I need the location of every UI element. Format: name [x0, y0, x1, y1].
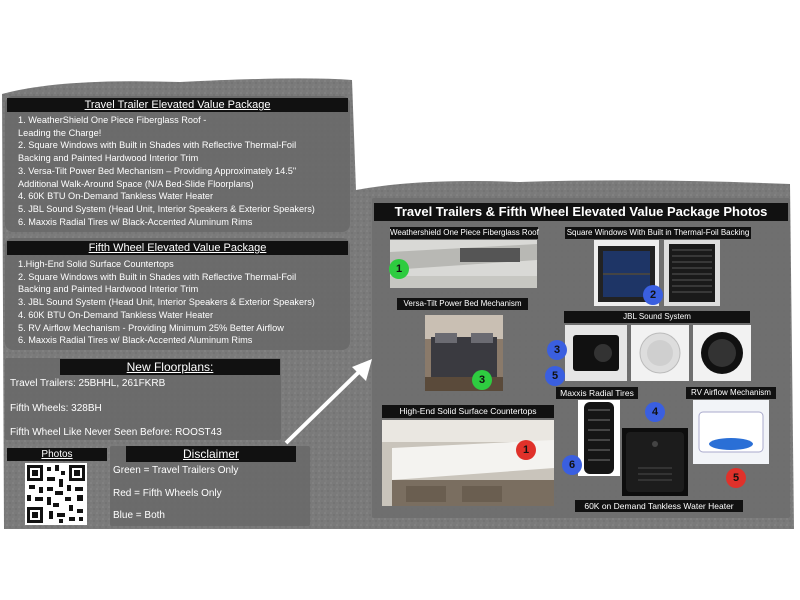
- roof-photo: [390, 240, 537, 288]
- water-heater-photo: [622, 428, 688, 496]
- list-item: Backing and Painted Hardwood Interior Trim: [18, 153, 199, 164]
- badge-jbl-3: 3: [547, 340, 567, 360]
- list-item: 6. Maxxis Radial Tires w/ Black-Accented Aluminum Rims: [18, 335, 253, 346]
- fifth-wheel-package-list: [18, 258, 315, 347]
- caption-windows: Square Windows With Built in Thermal-Foil Backing: [566, 228, 750, 237]
- floorplans-travel-trailers: Travel Trailers: 25BHHL, 261FKRB: [10, 378, 166, 389]
- badge-heater: 4: [645, 402, 665, 422]
- badge-windows: 2: [643, 285, 663, 305]
- airflow-photo: [693, 400, 769, 464]
- list-item: Backing and Painted Hardwood Interior Trim: [18, 284, 199, 295]
- fifth-wheel-package-title: Fifth Wheel Elevated Value Package: [7, 241, 348, 255]
- badge-counter: 1: [516, 440, 536, 460]
- list-item: 1.High-End Solid Surface Countertops: [18, 259, 174, 269]
- badge-tires: 6: [562, 455, 582, 475]
- caption-counter: High-End Solid Surface Countertops: [382, 405, 554, 418]
- badge-bed: 3: [472, 370, 492, 390]
- jbl-exterior-speaker-photo: [693, 325, 751, 381]
- photos-panel-title: Travel Trailers & Fifth Wheel Elevated Value Package Photos: [374, 203, 788, 221]
- list-item: 4. 60K BTU On-Demand Tankless Water Heater: [18, 191, 214, 202]
- list-item: 3. JBL Sound System (Head Unit, Interior Speakers & Exterior Speakers): [18, 297, 315, 308]
- new-floorplans-title: New Floorplans:: [60, 359, 280, 375]
- list-item: 4. 60K BTU On-Demand Tankless Water Heater: [18, 309, 214, 320]
- caption-tires: Maxxis Radial Tires: [556, 387, 638, 399]
- arrow-up-right-icon: [280, 355, 380, 450]
- shade-photo: [664, 240, 720, 306]
- caption-jbl: JBL Sound System: [564, 311, 750, 323]
- caption-bed: Versa-Tilt Power Bed Mechanism: [397, 298, 528, 310]
- caption-roof: Weathershield One Piece Fiberglass Roof: [390, 228, 539, 237]
- photos-label: Photos: [7, 448, 107, 461]
- disclaimer-red: Red = Fifth Wheels Only: [113, 488, 222, 499]
- countertop-photo: [382, 420, 554, 506]
- list-item: 6. Maxxis Radial Tires w/ Black-Accented Aluminum Rims: [18, 216, 253, 227]
- list-item: 3. Versa-Tilt Power Bed Mechanism – Providing Approximately 14.5": [18, 165, 297, 176]
- list-item: Leading the Charge!: [18, 127, 102, 138]
- list-item: Additional Walk-Around Space (N/A Bed-Slide Floorplans): [18, 178, 254, 189]
- disclaimer-blue: Blue = Both: [113, 510, 165, 521]
- travel-trailer-package-title: Travel Trailer Elevated Value Package: [7, 98, 348, 112]
- disclaimer-title: Disclaimer: [126, 446, 296, 462]
- caption-airflow: RV Airflow Mechanism: [686, 387, 776, 399]
- floorplans-roost: Fifth Wheel Like Never Seen Before: ROOST43: [10, 427, 222, 438]
- list-item: 2. Square Windows with Built in Shades with Reflective Thermal-Foil: [18, 271, 297, 282]
- jbl-head-unit-photo: [565, 325, 627, 381]
- badge-airflow: 5: [726, 468, 746, 488]
- tire-photo: [578, 400, 620, 476]
- floorplans-fifth-wheels: Fifth Wheels: 328BH: [10, 403, 102, 414]
- travel-trailer-package-list: [18, 114, 315, 228]
- badge-jbl-5: 5: [545, 366, 565, 386]
- badge-roof: 1: [389, 259, 409, 279]
- list-item: 5. RV Airflow Mechanism - Providing Minimum 25% Better Airflow: [18, 322, 284, 333]
- caption-heater: 60K on Demand Tankless Water Heater: [575, 500, 743, 512]
- list-item: 5. JBL Sound System (Head Unit, Interior Speakers & Exterior Speakers): [18, 203, 315, 214]
- list-item: 1. WeatherShield One Piece Fiberglass Roof -: [18, 115, 207, 125]
- qr-code-icon[interactable]: [25, 463, 87, 525]
- jbl-ceiling-speaker-photo: [631, 325, 689, 381]
- list-item: 2. Square Windows with Built in Shades with Reflective Thermal-Foil: [18, 140, 297, 151]
- disclaimer-green: Green = Travel Trailers Only: [113, 465, 239, 476]
